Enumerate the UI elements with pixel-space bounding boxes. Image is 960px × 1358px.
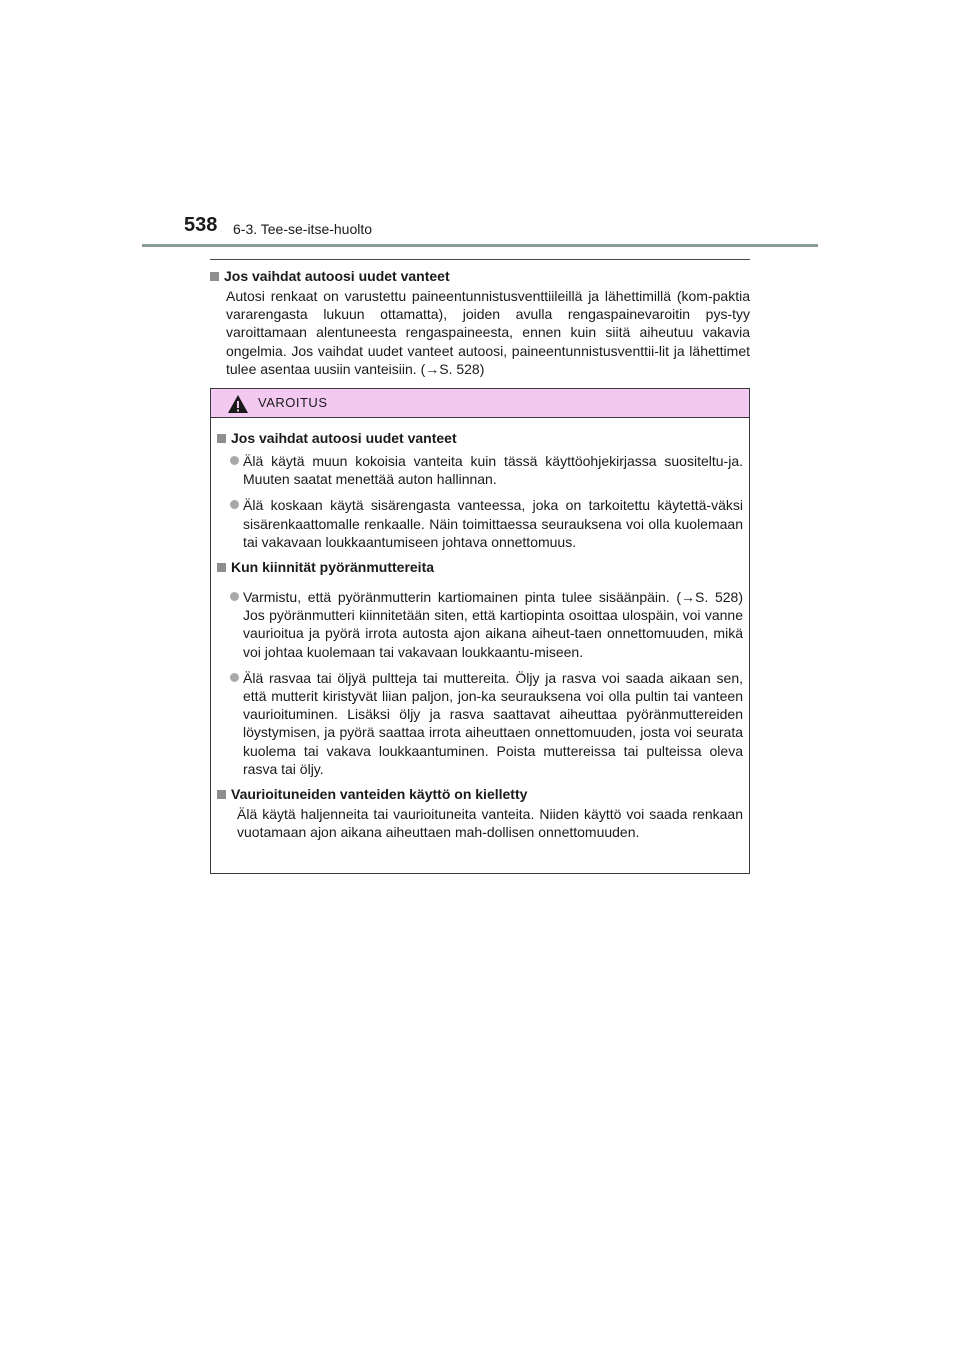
warning-section-heading: Kun kiinnität pyöränmuttereita [217, 559, 743, 576]
warning-box [210, 388, 750, 874]
warning-title: VAROITUS [258, 395, 328, 410]
square-bullet-icon [217, 790, 226, 799]
list-item [217, 496, 743, 551]
list-item [217, 588, 743, 661]
list-item [217, 452, 743, 488]
circle-bullet-icon [230, 456, 239, 465]
note-block [210, 268, 750, 378]
warning-section-text: Älä käytä haljenneita tai vaurioituneita vanteita. Niiden käyttö voi saada renkaan vuotamaan ajon aikana aiheuttaen mah-dollisen onnettomuuden. [237, 806, 743, 841]
list-item-text: Älä koskaan käytä sisärengasta vanteessa, joka on tarkoitettu käytettä-väksi sisärenkaattomalle renkaalle. Näin toimittaessa seurauksena voi olla kuolemaan tai vakavaan loukkaantumiseen johtava onnettomuus. [243, 497, 743, 550]
header-rule [142, 244, 818, 247]
warning-section [217, 559, 743, 778]
warning-section [217, 430, 743, 551]
list-item-text: Älä käytä muun kokoisia vanteita kuin tässä käyttöohjekirjassa suositeltu-ja. Muuten saatat menettää auton hallinnan. [243, 453, 743, 488]
square-bullet-icon [217, 563, 226, 572]
circle-bullet-icon [230, 592, 239, 601]
list-item-text: Varmistu, että pyöränmutterin kartiomainen pinta tulee sisäänpäin. (→S. 528) Jos pyöränmutteri kiinnitetään siten, että kartiopinta osoittaa ulospäin, voi vanne vaurioitua ja pyörä irrota autosta ajon aikana aiheut-taen onnettomuuden, mikä voi johtaa kuolemaan tai vakavaan loukkaantu-miseen. [243, 589, 743, 660]
warning-body [211, 418, 749, 841]
warning-triangle-icon [227, 394, 249, 414]
square-bullet-icon [217, 434, 226, 443]
warning-header [211, 389, 749, 418]
circle-bullet-icon [230, 500, 239, 509]
divider [210, 259, 750, 260]
warning-section-heading: Vaurioituneiden vanteiden käyttö on kielletty [217, 786, 743, 803]
square-bullet-icon [210, 272, 219, 281]
page-number: 538 [184, 214, 218, 236]
note-heading: Jos vaihdat autoosi uudet vanteet [210, 268, 750, 285]
circle-bullet-icon [230, 673, 239, 682]
list-item-text: Älä rasvaa tai öljyä pultteja tai muttereita. Öljy ja rasva voi saada aikaan sen, että mutterit kiristyvät liian paljon, jon-ka seurauksena voi olla pultin tai vanteen vaurioituminen. Lisäksi öljy ja rasva saattavat aiheuttaa pyöränmuttereiden löystymisen, ja pyörä saattaa irrota aiheuttaen onnettomuuden, josta voi seurata kuolema tai vakava loukkaantuminen. Poista muttereissa tai pulteissa oleva rasva tai öljy. [243, 669, 743, 777]
section-title: 6-3. Tee-se-itse-huolto [233, 221, 373, 237]
warning-section-heading: Jos vaihdat autoosi uudet vanteet [217, 430, 743, 447]
warning-section [217, 786, 743, 841]
note-text: Autosi renkaat on varustettu paineentunnistusventtiileillä ja lähettimillä (kom-paktia vararengasta lukuun ottamatta), joiden avulla rengaspainevaroitin pys-tyy varoittamaan alentuneesta rengaspaineesta, ennen kuin siitä aiheutuu vakavia ongelmia. Jos vaihdat uudet vanteet autoosi, paineentunnistusventtii-lit ja lähettimet tulee asentaa uusiin vanteisiin. (→S. 528) [226, 288, 750, 377]
list-item [217, 669, 743, 778]
